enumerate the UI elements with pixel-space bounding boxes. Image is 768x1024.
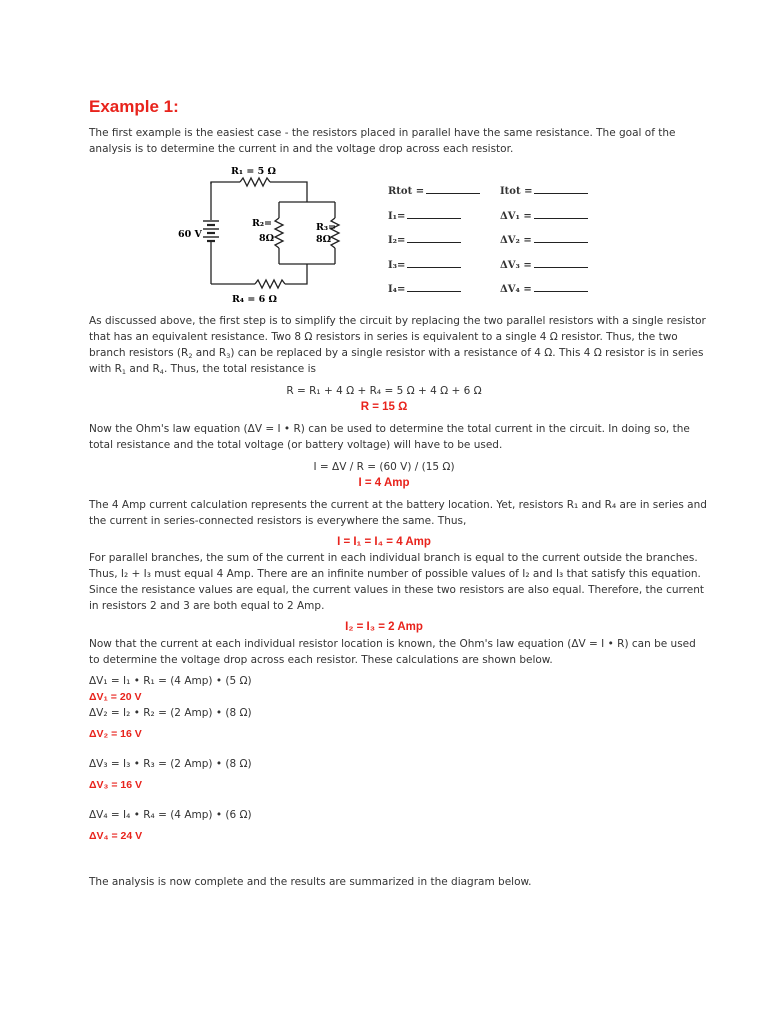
answer-label: ΔV₄ = xyxy=(500,284,532,295)
result-i23: I₂ = I₃ = 2 Amp xyxy=(345,621,423,633)
answer-label: ΔV₁ = xyxy=(500,211,532,222)
answer-cell xyxy=(388,257,461,271)
r3-value: 8Ω xyxy=(316,234,332,245)
answer-blank[interactable] xyxy=(534,281,588,292)
result-itot: I = 4 Amp xyxy=(358,477,410,489)
eq-rtot xyxy=(89,383,679,399)
answer-label: I₂= xyxy=(388,235,406,246)
answer-label: Rtot = xyxy=(388,186,425,197)
answer-blank[interactable] xyxy=(534,257,588,268)
calc-result-1: ΔV₁ = 20 V xyxy=(89,691,142,703)
step2-line2: total resistance and the total voltage (or battery voltage) will have to be used. xyxy=(89,439,503,451)
answer-blank[interactable] xyxy=(534,183,588,194)
calc-result-4: ΔV₄ = 24 V xyxy=(89,830,143,842)
step5-line1: Now that the current at each individual resistor location is known, the Ohm's law equation (ΔV = I • R) can be used xyxy=(89,638,696,650)
step4-line4: in resistors 2 and 3 are both equal to 2 Amp. xyxy=(89,600,325,612)
step2-line1: Now the Ohm's law equation (ΔV = I • R) can be used to determine the total current in the circuit. In doing so, the xyxy=(89,423,690,435)
step5-line2: to determine the voltage drop across each resistor. These calculations are shown below. xyxy=(89,654,553,666)
r3-label: R₃= xyxy=(316,222,337,233)
calc-eq-4: ΔV₄ = I₄ • R₄ = (4 Amp) • (6 Ω) xyxy=(89,809,252,821)
answer-cell xyxy=(500,208,588,222)
answer-blank[interactable] xyxy=(407,281,461,292)
r1-label: R₁ = 5 Ω xyxy=(231,166,277,177)
answer-cell xyxy=(388,208,461,222)
step1-line2: that has an equivalent resistance. Two 8 Ω resistors in series is equivalent to a single 4 Ω resistor. Thus, the two xyxy=(89,331,678,343)
calc-eq-1: ΔV₁ = I₁ • R₁ = (4 Amp) • (5 Ω) xyxy=(89,675,252,687)
eq-rtot-text: R = R₁ + 4 Ω + R₄ = 5 Ω + 4 Ω + 6 Ω xyxy=(286,385,482,397)
r2-value: 8Ω xyxy=(259,233,275,244)
calc-result-2: ΔV₂ = 16 V xyxy=(89,728,142,740)
eq-itot: I = ΔV / R = (60 V) / (15 Ω) xyxy=(313,461,455,473)
answer-label: I₃= xyxy=(388,260,406,271)
answer-cell xyxy=(388,281,461,295)
answer-blank[interactable] xyxy=(407,232,461,243)
calc-result-3: ΔV₃ = 16 V xyxy=(89,779,142,791)
step4-line2: Thus, I₂ + I₃ must equal 4 Amp. There are an infinite number of possible values of I₂ and I₃ that satisfy this equation. xyxy=(89,568,701,580)
answer-cell xyxy=(500,257,588,271)
calc-eq-2: ΔV₂ = I₂ • R₂ = (2 Amp) • (8 Ω) xyxy=(89,707,252,719)
step1-line1: As discussed above, the first step is to simplify the circuit by replacing the two parallel resistors with a single resistor xyxy=(89,315,706,327)
answer-blank[interactable] xyxy=(534,232,588,243)
example-heading: Example 1: xyxy=(89,97,179,116)
answer-cell xyxy=(388,232,461,246)
answer-label: ΔV₃ = xyxy=(500,260,532,271)
result-i14: I = I₁ = I₄ = 4 Amp xyxy=(337,536,431,548)
answer-blank[interactable] xyxy=(407,257,461,268)
battery-label: 60 V xyxy=(178,229,202,240)
answer-blank[interactable] xyxy=(534,208,588,219)
answer-blank[interactable] xyxy=(407,208,461,219)
step1-line3: branch resistors ($R_2$ and $R_3$) can be replaced by a single resistor with a resistance of 4 Ω. This 4 Ω resistor is in series xyxy=(89,347,704,360)
answer-label: I₁= xyxy=(388,211,406,222)
step3-line1: The 4 Amp current calculation represents the current at the battery location. Yet, resistors R₁ and R₄ are in series and xyxy=(89,499,707,511)
r4-label: R₄ = 6 Ω xyxy=(232,294,278,305)
circuit-diagram xyxy=(175,160,345,310)
answer-blank[interactable] xyxy=(426,183,480,194)
answer-label: Itot = xyxy=(500,186,533,197)
closing-line: The analysis is now complete and the results are summarized in the diagram below. xyxy=(89,876,532,888)
step3-line2: the current in series-connected resistors is everywhere the same. Thus, xyxy=(89,515,467,527)
answer-cell xyxy=(500,232,588,246)
calc-eq-3: ΔV₃ = I₃ • R₃ = (2 Amp) • (8 Ω) xyxy=(89,758,252,770)
result-rtot: R = 15 Ω xyxy=(360,401,408,413)
answer-label: ΔV₂ = xyxy=(500,235,532,246)
answer-cell xyxy=(500,183,588,197)
battery-icon xyxy=(203,221,219,241)
r2-label: R₂= xyxy=(252,218,273,229)
step4-line3: Since the resistance values are equal, the current values in these two resistors are also equal. Therefore, the current xyxy=(89,584,704,596)
answer-cell xyxy=(500,281,588,295)
intro-paragraph: The first example is the easiest case - the resistors placed in parallel have the same resistance. The goal of the analysis is to determine the current in and the voltage drop across each resistor. xyxy=(89,127,676,155)
step4-line1: For parallel branches, the sum of the current in each individual branch is equal to the current outside the branches. xyxy=(89,552,698,564)
answer-cell xyxy=(388,183,480,197)
answer-label: I₄= xyxy=(388,284,406,295)
step1-line4: with $R_1$ and $R_4$. Thus, the total resistance is xyxy=(89,363,316,376)
